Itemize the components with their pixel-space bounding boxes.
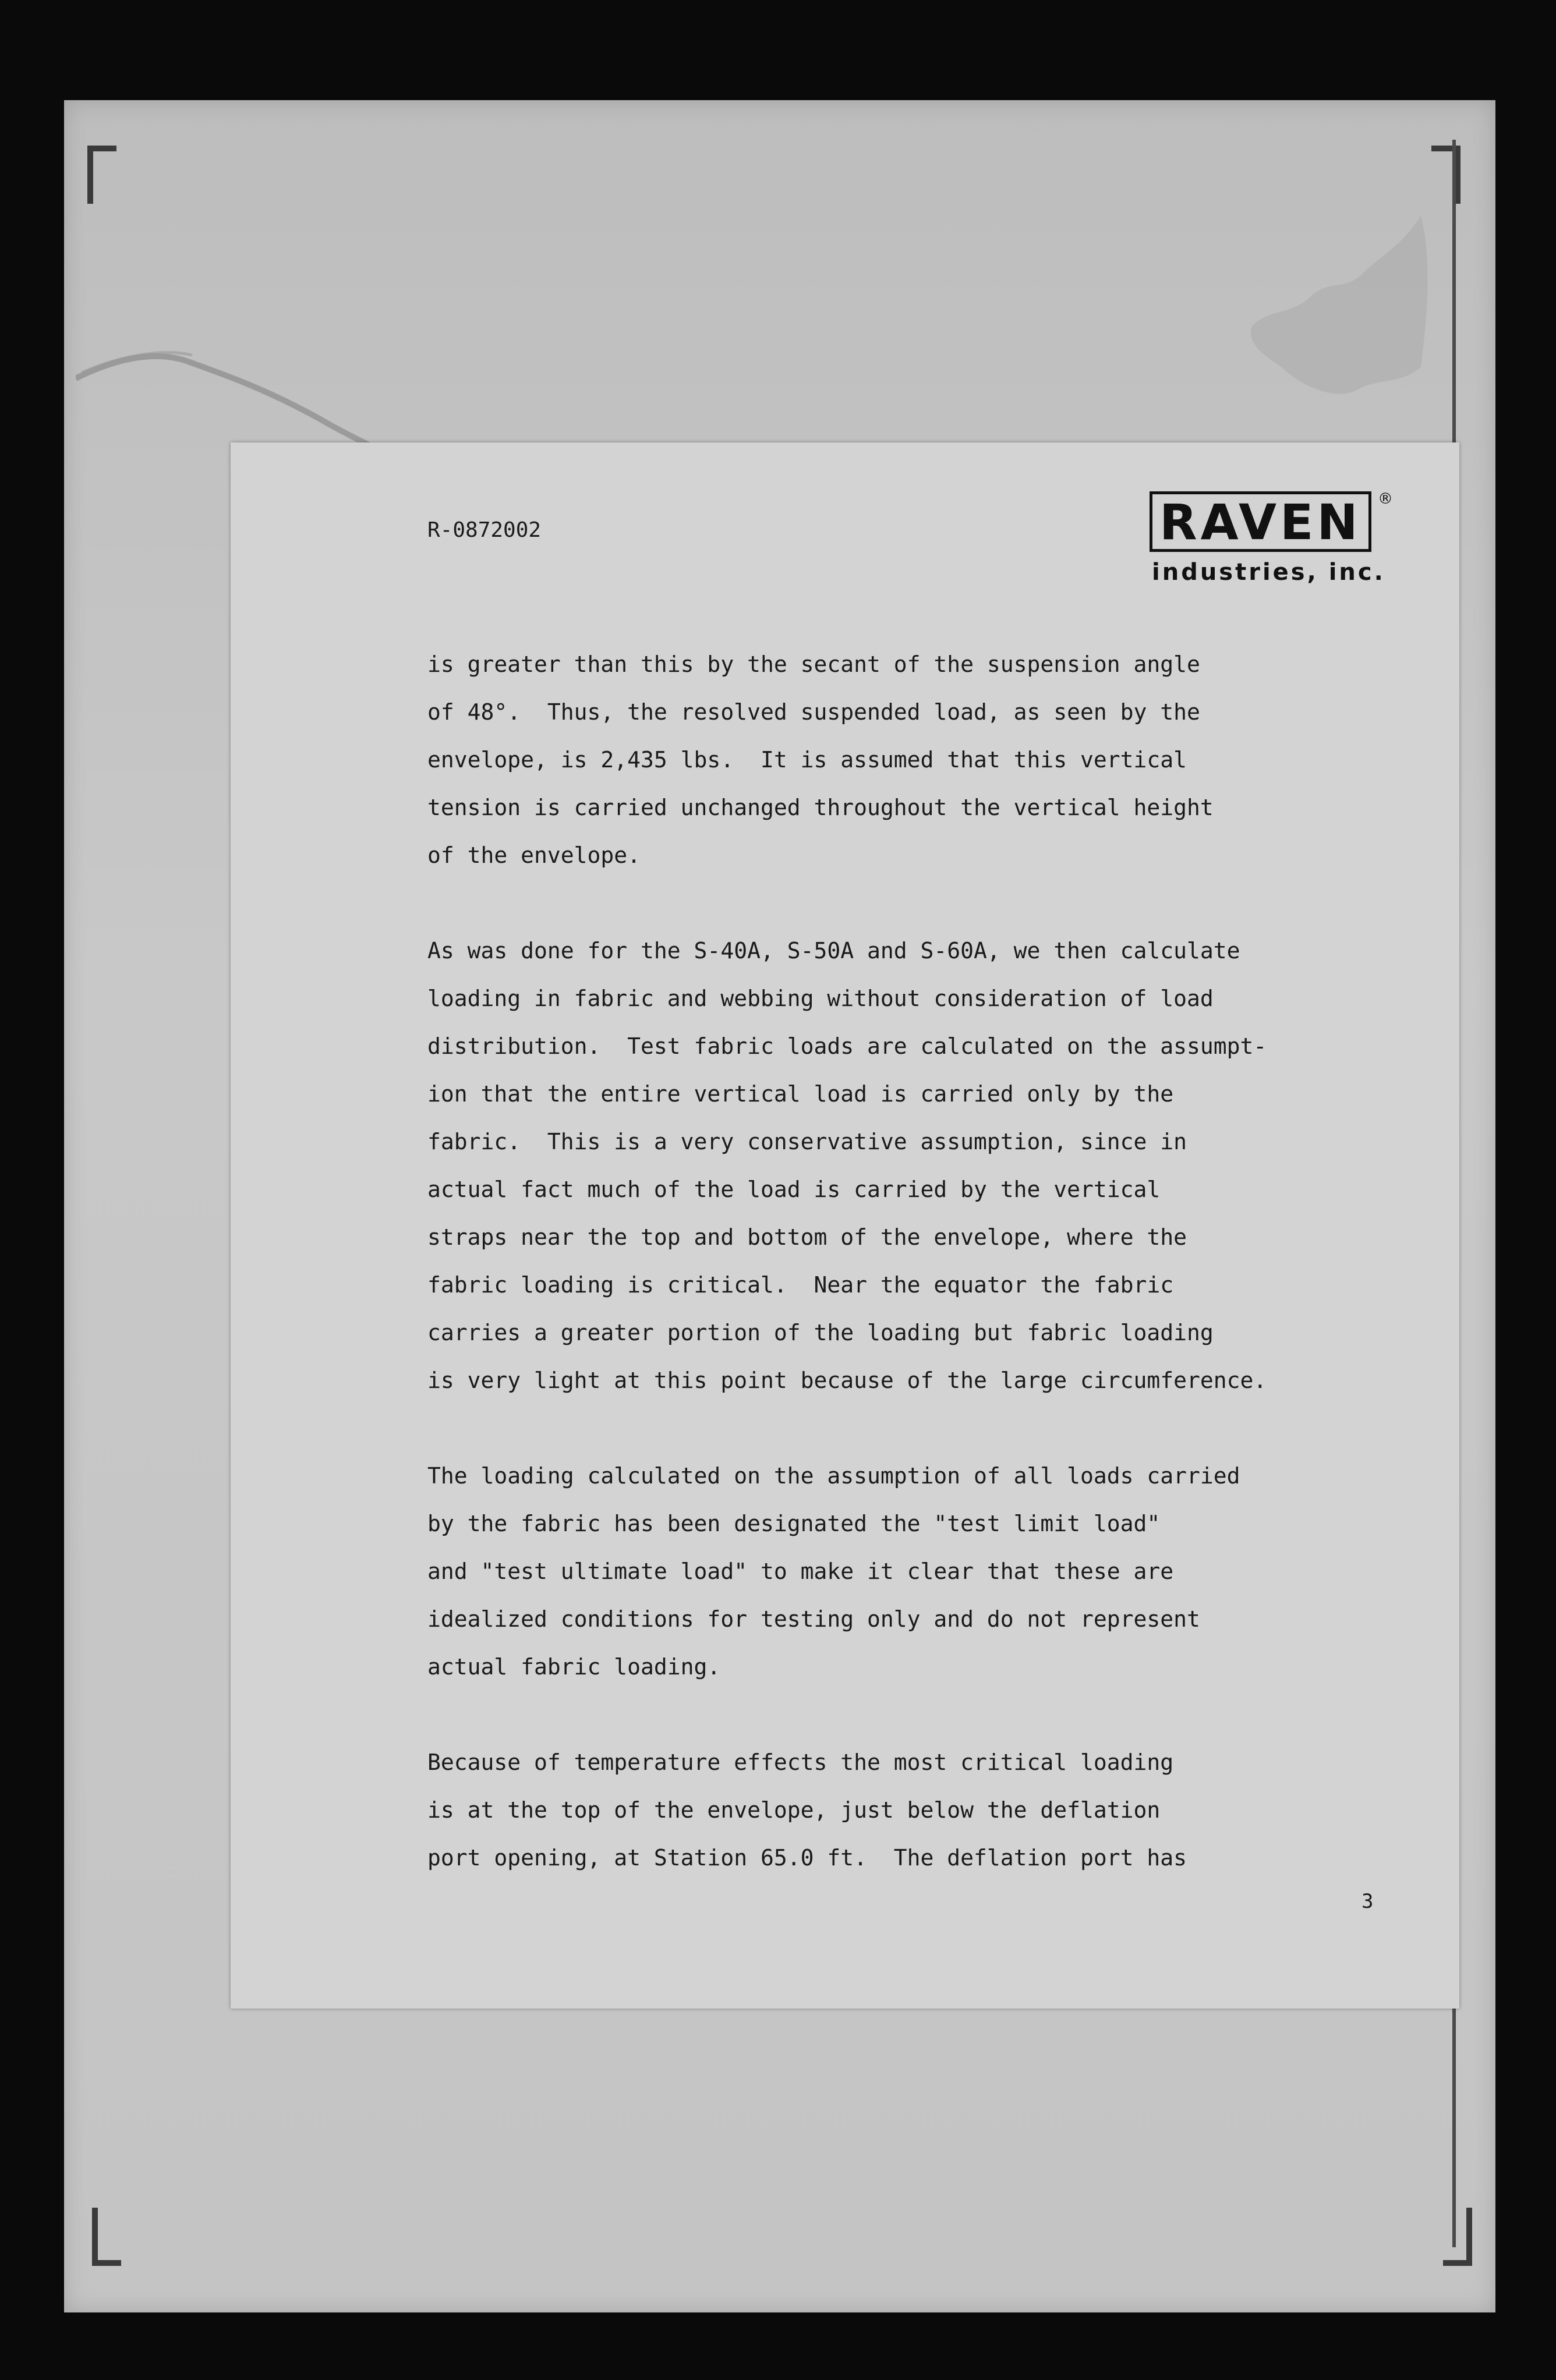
document-page <box>231 442 1459 2009</box>
paragraph <box>427 1738 1359 1882</box>
text-line: and "test ultimate load" to make it clear that these are <box>427 1559 1174 1584</box>
text-line: is at the top of the envelope, just below the deflation <box>427 1797 1161 1823</box>
document-number: R-0872002 <box>427 518 542 542</box>
text-line: idealized conditions for testing only and do not represent <box>427 1606 1200 1632</box>
text-line: loading in fabric and webbing without consideration of load <box>427 986 1214 1011</box>
body-text <box>427 640 1359 1929</box>
text-line: fabric loading is critical. Near the equator the fabric <box>427 1272 1174 1298</box>
text-line: envelope, is 2,435 lbs. It is assumed that this vertical <box>427 747 1187 773</box>
registered-mark-icon: ® <box>1378 490 1393 508</box>
text-line: is very light at this point because of the large circumference. <box>427 1368 1267 1393</box>
text-line: of 48°. Thus, the resolved suspended load, as seen by the <box>427 699 1200 725</box>
text-line: tension is carried unchanged throughout the vertical height <box>427 795 1214 820</box>
text-line: of the envelope. <box>427 842 641 868</box>
crop-mark-bottom-left <box>92 2208 121 2266</box>
text-line: The loading calculated on the assumption of all loads carried <box>427 1463 1240 1489</box>
paragraph <box>427 927 1359 1404</box>
text-line: ion that the entire vertical load is carried only by the <box>427 1081 1174 1107</box>
text-line: fabric. This is a very conservative assumption, since in <box>427 1129 1187 1154</box>
text-line: straps near the top and bottom of the envelope, where the <box>427 1224 1187 1250</box>
paragraph <box>427 640 1359 879</box>
text-line: actual fact much of the load is carried by the vertical <box>427 1177 1161 1202</box>
text-line: distribution. Test fabric loads are calculated on the assumpt- <box>427 1033 1267 1059</box>
text-line: carries a greater portion of the loading but fabric loading <box>427 1320 1214 1345</box>
crop-mark-bottom-right <box>1443 2208 1472 2266</box>
logo-subtitle: industries, inc. <box>1152 559 1385 586</box>
crop-mark-top-left <box>87 146 116 204</box>
text-line: is greater than this by the secant of the suspension angle <box>427 651 1200 677</box>
stain-mark <box>1229 192 1450 460</box>
logo-wordmark: RAVEN <box>1150 491 1371 552</box>
text-line: As was done for the S-40A, S-50A and S-60A, we then calculate <box>427 938 1240 964</box>
company-logo <box>1150 490 1393 586</box>
text-line: Because of temperature effects the most critical loading <box>427 1749 1174 1775</box>
text-line: actual fabric loading. <box>427 1654 721 1680</box>
page-number: 3 <box>1362 1890 1374 1913</box>
paragraph <box>427 1452 1359 1691</box>
text-line: by the fabric has been designated the "test limit load" <box>427 1511 1161 1536</box>
text-line: port opening, at Station 65.0 ft. The deflation port has <box>427 1845 1187 1871</box>
